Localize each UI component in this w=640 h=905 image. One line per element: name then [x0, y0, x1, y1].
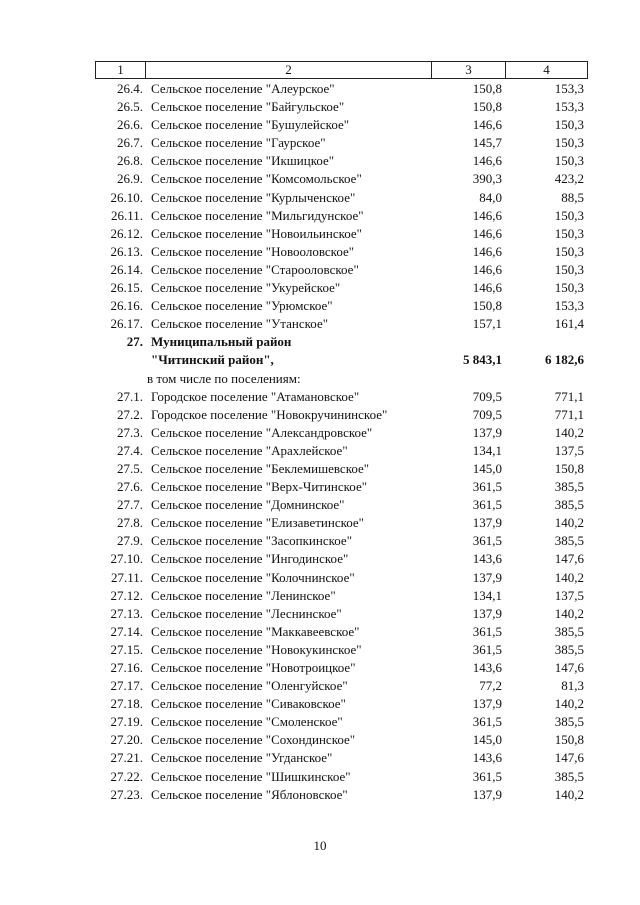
value-col3: 150,8 [472, 81, 502, 96]
table-row [95, 605, 588, 623]
table-row [95, 170, 588, 188]
value-col3: 390,3 [472, 171, 502, 187]
table-row [95, 623, 588, 641]
value-col4: 81,3 [561, 678, 584, 694]
value-col3: 361,5 [472, 623, 502, 639]
value-col3: 134,1 [472, 442, 502, 458]
settlement-name: Сельское поселение "Бушулейское" [151, 117, 350, 133]
value-col3: 146,6 [472, 153, 502, 169]
row-number: 27.23. [110, 786, 143, 802]
row-number: 27.1. [117, 388, 143, 404]
table-row [95, 442, 588, 460]
value-col4: 150,3 [554, 207, 584, 223]
value-col3: 134,1 [472, 587, 502, 603]
table-row [95, 261, 588, 279]
value-col4: 150,3 [554, 280, 584, 296]
settlement-name: Сельское поселение "Новокукинское" [151, 641, 362, 657]
table-row [95, 731, 588, 749]
value-col4: 140,2 [554, 696, 584, 712]
row-number: 27.14. [110, 623, 143, 639]
settlement-name: Сельское поселение "Домнинское" [151, 497, 345, 513]
value-col4: 140,2 [554, 605, 584, 621]
settlement-name: Сельское поселение "Икшицкое" [151, 153, 335, 169]
settlement-name: Сельское поселение "Укурейское" [151, 280, 341, 296]
value-col4: 153,3 [554, 99, 584, 115]
value-col3: 150,8 [472, 99, 502, 115]
value-col3: 361,5 [472, 533, 502, 549]
row-number: 27.3. [117, 424, 143, 440]
table-row [95, 695, 588, 713]
settlement-name: Сельское поселение "Гаурское" [151, 135, 326, 151]
row-number: 26.14. [110, 261, 143, 277]
table-row [95, 98, 588, 116]
row-number: 26.11. [110, 207, 143, 223]
row-number: 27.16. [110, 660, 143, 675]
settlement-name: Сельское поселение "Арахлейское" [151, 442, 348, 458]
row-number: 27.13. [110, 605, 143, 621]
value-col3: 709,5 [472, 406, 502, 422]
table-row [95, 460, 588, 478]
row-number: 26.4. [117, 81, 143, 96]
value-col4: 150,3 [554, 261, 584, 277]
value-col3: 137,9 [472, 786, 502, 802]
row-number: 27.15. [110, 641, 143, 657]
value-col3: 84,0 [479, 189, 502, 205]
value-col3: 361,5 [472, 641, 502, 657]
value-col4: 150,3 [554, 135, 584, 151]
settlement-name: Сельское поселение "Мильгидунское" [151, 207, 364, 223]
table-row [95, 786, 588, 804]
table-row [95, 587, 588, 605]
rows-group-27 [95, 388, 588, 804]
row-number: 26.10. [110, 189, 143, 205]
table-row [95, 116, 588, 134]
table-header [95, 61, 588, 79]
table-row [95, 207, 588, 225]
row-number: 26.13. [110, 243, 143, 259]
table-row [95, 569, 588, 587]
table-row [95, 532, 588, 550]
value-col4: 137,5 [554, 442, 584, 458]
value-col4: 385,5 [554, 479, 584, 495]
district-value-col3: 5 843,1 [463, 352, 502, 368]
row-number: 27.17. [110, 678, 143, 694]
table-row [95, 152, 588, 170]
table-body [95, 80, 588, 804]
table-row [95, 279, 588, 297]
value-col4: 147,6 [554, 660, 584, 675]
table-row [95, 80, 588, 98]
table-row [95, 189, 588, 207]
value-col3: 146,6 [472, 207, 502, 223]
settlement-name: Сельское поселение "Ингодинское" [151, 551, 349, 567]
value-col3: 146,6 [472, 117, 502, 133]
settlement-name: Сельское поселение "Смоленское" [151, 714, 343, 730]
settlement-name: Сельское поселение "Елизаветинское" [151, 515, 364, 531]
value-col3: 145,7 [472, 135, 502, 151]
header-col-2: 2 [146, 62, 432, 78]
row-number: 26.15. [110, 280, 143, 296]
settlement-name: Сельское поселение "Оленгуйское" [151, 678, 348, 694]
row-number: 27.12. [110, 587, 143, 603]
value-col4: 150,8 [554, 732, 584, 748]
settlement-name: Сельское поселение "Новооловское" [151, 243, 355, 259]
settlement-name: Сельское поселение "Верх-Читинское" [151, 479, 368, 495]
value-col3: 150,8 [472, 298, 502, 314]
header-col-4: 4 [543, 62, 550, 77]
municipal-district-row [95, 333, 588, 369]
value-col3: 137,9 [472, 569, 502, 585]
value-col4: 385,5 [554, 533, 584, 549]
row-number: 27.19. [110, 714, 143, 730]
table-row [95, 406, 588, 424]
row-number: 26.8. [117, 153, 143, 169]
value-col3: 157,1 [472, 316, 502, 332]
subheading-row [95, 370, 588, 388]
settlement-name: Сельское поселение "Байгульское" [151, 99, 345, 115]
value-col4: 153,3 [554, 298, 584, 314]
table-row [95, 134, 588, 152]
value-col4: 385,5 [554, 641, 584, 657]
value-col4: 385,5 [554, 623, 584, 639]
settlement-name: Сельское поселение "Маккавеевское" [151, 623, 360, 639]
value-col4: 140,2 [554, 569, 584, 585]
value-col4: 385,5 [554, 497, 584, 513]
settlement-name: Сельское поселение "Утанское" [151, 316, 329, 332]
table-row [95, 297, 588, 315]
table-row [95, 315, 588, 333]
value-col4: 150,3 [554, 153, 584, 169]
row-number: 27.9. [117, 533, 143, 549]
settlement-name: Сельское поселение "Новоильинское" [151, 225, 362, 241]
row-number: 27.6. [117, 479, 143, 495]
value-col3: 137,9 [472, 424, 502, 440]
settlement-name: Сельское поселение "Ленинское" [151, 587, 336, 603]
settlement-name: Сельское поселение "Урюмское" [151, 298, 333, 314]
value-col4: 771,1 [554, 406, 584, 422]
table-row [95, 749, 588, 767]
row-number: 27.5. [117, 460, 143, 476]
value-col4: 150,3 [554, 243, 584, 259]
table-row [95, 768, 588, 786]
settlement-name: Сельское поселение "Шишкинское" [151, 768, 351, 784]
value-col4: 385,5 [554, 714, 584, 730]
value-col3: 146,6 [472, 280, 502, 296]
table-row [95, 641, 588, 659]
table-row [95, 424, 588, 442]
value-col4: 153,3 [554, 81, 584, 96]
header-col-3: 3 [432, 62, 506, 78]
settlement-name: Сельское поселение "Сохондинское" [151, 732, 356, 748]
district-title-line1: Муниципальный район [151, 334, 292, 350]
settlement-name: Сельское поселение "Леснинское" [151, 605, 342, 621]
settlement-name: Сельское поселение "Курлыченское" [151, 189, 356, 205]
settlement-name: Сельское поселение "Новотроицкое" [151, 660, 356, 675]
settlement-name: Городское поселение "Атамановское" [151, 388, 360, 404]
value-col3: 361,5 [472, 497, 502, 513]
settlement-name: Сельское поселение "Александровское" [151, 424, 373, 440]
table-row [95, 550, 588, 568]
value-col3: 146,6 [472, 225, 502, 241]
row-number: 27.10. [110, 551, 143, 567]
row-number: 27.20. [110, 732, 143, 748]
row-number: 26.16. [110, 298, 143, 314]
table-row [95, 388, 588, 406]
value-col3: 143,6 [472, 660, 502, 675]
value-col3: 145,0 [472, 732, 502, 748]
value-col3: 361,5 [472, 768, 502, 784]
settlement-name: Сельское поселение "Угданское" [151, 750, 333, 766]
value-col4: 150,3 [554, 225, 584, 241]
row-number: 26.17. [110, 316, 143, 332]
row-number: 26.6. [117, 117, 143, 133]
value-col3: 361,5 [472, 479, 502, 495]
value-col4: 147,6 [554, 750, 584, 766]
value-col4: 140,2 [554, 424, 584, 440]
subheading-text: в том числе по поселениям: [147, 370, 301, 386]
value-col3: 709,5 [472, 388, 502, 404]
row-number: 27.21. [110, 750, 143, 766]
table-row [95, 478, 588, 496]
value-col3: 143,6 [472, 750, 502, 766]
settlement-name: Городское поселение "Новокручининское" [151, 406, 388, 422]
value-col3: 137,9 [472, 515, 502, 531]
settlement-name: Сельское поселение "Старооловское" [151, 261, 359, 277]
page-number: 10 [313, 838, 327, 853]
settlement-name: Сельское поселение "Колочнинское" [151, 569, 355, 585]
table-row [95, 243, 588, 261]
settlement-name: Сельское поселение "Сиваковское" [151, 696, 346, 712]
row-number: 27. [126, 334, 143, 350]
value-col4: 88,5 [561, 189, 584, 205]
value-col4: 140,2 [554, 786, 584, 802]
value-col4: 147,6 [554, 551, 584, 567]
table-row [95, 677, 588, 695]
table-row [95, 659, 588, 677]
settlement-name: Сельское поселение "Беклемишевское" [151, 460, 370, 476]
value-col3: 143,6 [472, 551, 502, 567]
settlement-name: Сельское поселение "Комсомольское" [151, 171, 362, 187]
row-number: 27.4. [117, 442, 143, 458]
value-col4: 771,1 [554, 388, 584, 404]
row-number: 26.7. [117, 135, 143, 151]
settlement-name: Сельское поселение "Яблоновское" [151, 786, 348, 802]
table-row [95, 225, 588, 243]
value-col4: 150,3 [554, 117, 584, 133]
row-number: 26.5. [117, 99, 143, 115]
settlement-name: Сельское поселение "Засопкинское" [151, 533, 352, 549]
value-col4: 423,2 [554, 171, 584, 187]
table-row [95, 514, 588, 532]
value-col3: 145,0 [472, 460, 502, 476]
row-number: 27.8. [117, 515, 143, 531]
value-col4: 385,5 [554, 768, 584, 784]
value-col3: 137,9 [472, 605, 502, 621]
row-number: 27.11. [110, 569, 143, 585]
row-number: 27.2. [117, 406, 143, 422]
value-col3: 146,6 [472, 261, 502, 277]
value-col3: 146,6 [472, 243, 502, 259]
value-col4: 140,2 [554, 515, 584, 531]
row-number: 27.18. [110, 696, 143, 712]
row-number: 27.7. [117, 497, 143, 513]
district-title-line2: "Читинский район", [151, 352, 274, 368]
row-number: 26.9. [117, 171, 143, 187]
rows-group-26 [95, 80, 588, 333]
value-col3: 361,5 [472, 714, 502, 730]
value-col3: 137,9 [472, 696, 502, 712]
value-col4: 137,5 [554, 587, 584, 603]
settlement-name: Сельское поселение "Алеурское" [151, 81, 335, 96]
row-number: 27.22. [110, 768, 143, 784]
value-col4: 161,4 [554, 316, 584, 332]
table-row [95, 713, 588, 731]
table-row [95, 496, 588, 514]
district-value-col4: 6 182,6 [545, 352, 584, 368]
header-col-1: 1 [96, 62, 146, 78]
row-number: 26.12. [110, 225, 143, 241]
value-col4: 150,8 [554, 460, 584, 476]
value-col3: 77,2 [479, 678, 502, 694]
